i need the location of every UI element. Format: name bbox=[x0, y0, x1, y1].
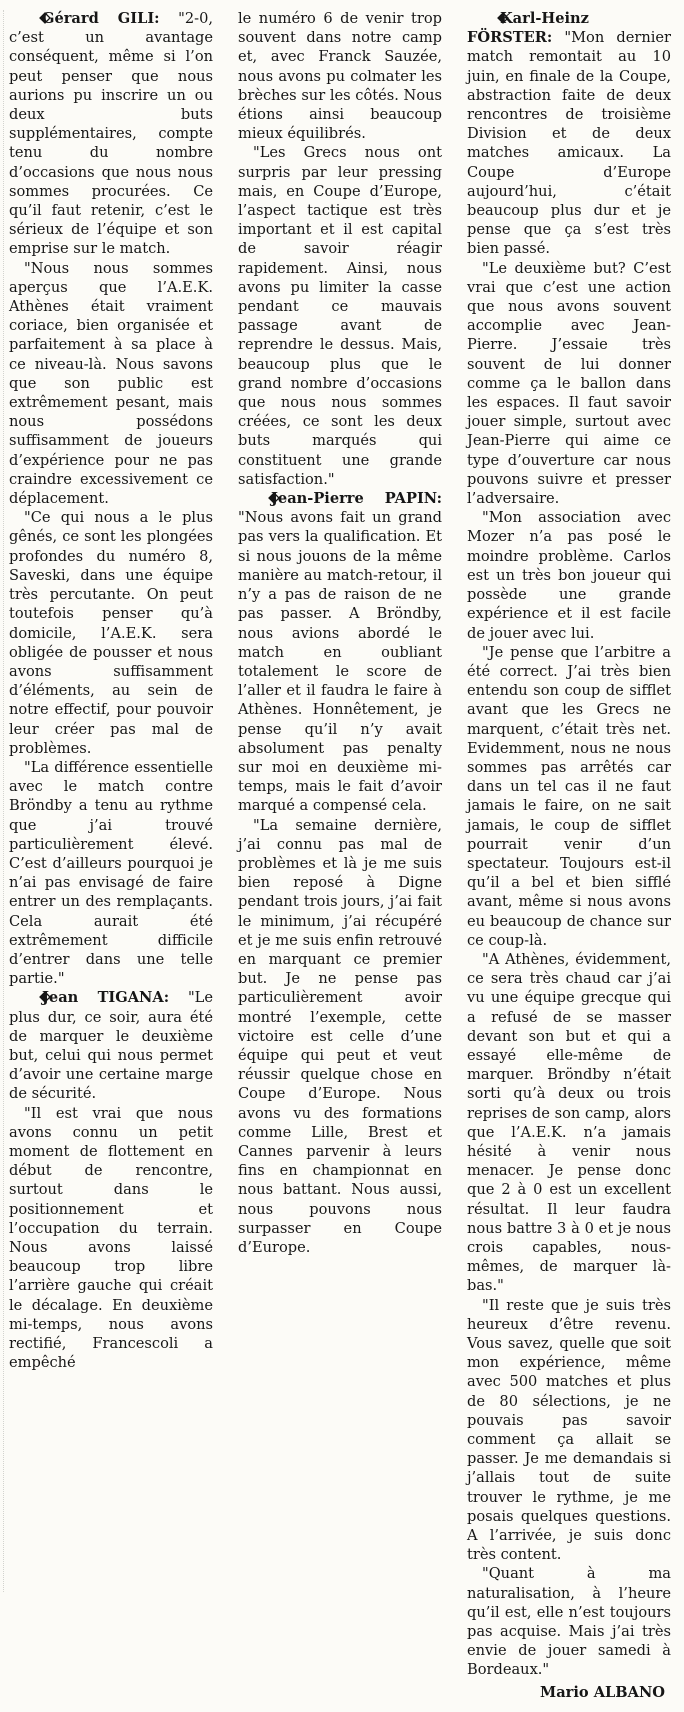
speaker-name: Gérard GILI: bbox=[42, 10, 160, 27]
article-column bbox=[467, 9, 671, 1702]
paragraph: "Je pense que l’arbitre a été correct. J’ai très bien entendu son coup de sifflet avant que les Grecs ne marquent, c’était très net. Evidemment, nous ne nous sommes pas arrêtés car dans un tel cas il ne faut jamais le faire, on ne sait jamais, le coup de sifflet pourrait venir d’un spectateur. Toujours est-il qu’il a bel et bien sifflé avant, même si nous avons eu beaucoup de chance sur ce coup-là. bbox=[467, 643, 671, 949]
paragraph: "Il reste que je suis très heureux d’être revenu. Vous savez, quelle que soit mon expérience, même avec 500 matches et plus de 80 sélections, je ne pouvais pas savoir comment ça allait se passer. Je me demandais si j’allais tout de suite trouver le rythme, je me posais quelques questions. A l’arrivée, je suis donc très content. bbox=[467, 1296, 671, 1564]
paragraph: "La semaine dernière, j’ai connu pas mal de problèmes et là je me suis bien reposé à Digne pendant trois jours, j’ai fait le minimum, j’ai récupéré et je me suis enfin retrouvé en marquant ce premier but. Je ne pense pas particulièrement avoir montré l’exemple, cette victoire est celle d’une équipe qui peut et veut réussir quelque chose en Coupe d’Europe. Nous avons vu des formations comme Lille, Brest et Cannes parvenir à leurs fins en championnat en nous battant. Nous aussi, nous pouvons nous surpasser en Coupe d’Europe. bbox=[238, 816, 442, 1256]
paragraph: Jean-Pierre PAPIN: "Nous avons fait un grand pas vers la qualification. Et si nous jouons de la même manière au match-retour, il n’y a pas de raison de ne pas passer. A Bröndby, nous avions abordé le match en oubliant totalement le score de l’aller et il faudra le faire à Athènes. Honnêtement, je pense qu’il n’y avait absolument pas penalty sur moi en deuxième mi-temps, mais le fait d’avoir marqué a compensé cela. bbox=[238, 490, 442, 815]
paragraph: Karl-Heinz FÖRSTER: "Mon dernier match remontait au 10 juin, en finale de la Coupe, abstraction faite de deux rencontres de troisième Division et de deux matches amicaux. La Coupe d’Europe aujourd’hui, c’était beaucoup plus dur et je pense que ça s’est très bien passé. bbox=[467, 10, 671, 258]
paragraph: "Ce qui nous a le plus gênés, ce sont les plongées profondes du numéro 8, Saveski, dans une équipe très percutante. On peut toutefois penser qu’à domicile, l’A.E.K. sera obligée de pousser et nous avons suffisamment d’éléments, au sein de notre effectif, pour pouvoir leur créer pas mal de problèmes. bbox=[9, 509, 213, 757]
paragraph: "Mon association avec Mozer n’a pas posé le moindre problème. Carlos est un très bon joueur qui possède une grande expérience et il est facile de jouer avec lui. bbox=[467, 509, 671, 642]
diamond-bullet-icon bbox=[253, 490, 265, 502]
paragraph: "La différence essentielle avec le match contre Bröndby a tenu au rythme que j’ai trouvé particulièrement élevé. C’est d’ailleurs pourquoi je n’ai pas envisagé de faire entrer un des remplaçants. Cela aurait été extrêmement difficile d’entrer dans une telle partie." bbox=[9, 758, 213, 988]
paragraph: "A Athènes, évidemment, ce sera très chaud car j’ai vu une équipe grecque qui a refusé de se masser devant son but et qui a essayé elle-même de marquer. Bröndby n’était sorti qu’à deux ou trois reprises de son camp, alors que l’A.E.K. n’a jamais hésité à venir nous menacer. Je pense donc que 2 à 0 est un excellent résultat. Il leur faudra nous battre 3 à 0 et je nous crois capables, nous-mêmes, de marquer là-bas." bbox=[467, 950, 671, 1295]
paragraph: le numéro 6 de venir trop souvent dans notre camp et, avec Franck Sauzée, nous avons pu colmater les brèches sur les côtés. Nous étions ainsi beaucoup mieux équilibrés. bbox=[238, 10, 442, 143]
paragraph: "Nous nous sommes aperçus que l’A.E.K. Athènes était vraiment coriace, bien organisée et parfaitement à sa place à ce niveau-là. Nous savons que son public est extrêmement pesant, mais nous possédons suffisamment de joueurs d’expérience pour ne pas craindre excessivement ce déplacement. bbox=[9, 259, 213, 508]
paragraph: Gérard GILI: "2-0, c’est un avantage conséquent, même si l’on peut penser que nous aurions pu inscrire un ou deux buts supplémentaires, compte tenu du nombre d’occasions que nous nous sommes procurées. Ce qu’il faut retenir, c’est le sérieux de l’équipe et son emprise sur le match. bbox=[9, 10, 213, 258]
paragraph: Jean TIGANA: "Le plus dur, ce soir, aura été de marquer le deuxième but, celui qui nous permet d’avoir une certaine marge de sécurité. bbox=[9, 989, 214, 1103]
paragraph: "Les Grecs nous ont surpris par leur pressing mais, en Coupe d’Europe, l’aspect tactique est très important et il est capital de savoir réagir rapidement. Ainsi, nous avons pu limiter la casse pendant ce mauvais passage avant de reprendre le dessus. Mais, beaucoup plus que le grand nombre d’occasions que nous nous sommes créées, ce sont les deux buts marqués qui constituent une grande satisfaction." bbox=[238, 144, 442, 488]
speaker-name: Jean TIGANA: bbox=[42, 989, 170, 1007]
speaker-name: Karl-Heinz FÖRSTER: bbox=[467, 10, 589, 47]
byline: Mario ALBANO bbox=[540, 1683, 665, 1701]
article-column bbox=[238, 9, 442, 1702]
speaker-name: Jean-Pierre PAPIN: bbox=[271, 490, 442, 508]
diamond-bullet-icon bbox=[24, 10, 36, 22]
diamond-bullet-icon bbox=[482, 10, 494, 22]
article-column bbox=[9, 9, 213, 1702]
diamond-bullet-icon bbox=[24, 989, 36, 1001]
paragraph: "Le deuxième but? C’est vrai que c’est une action que nous avons souvent accomplie avec Jean-Pierre. J’essaie très souvent de lui donner comme ça le ballon dans les espaces. Il faut savoir jouer simple, surtout avec Jean-Pierre qui aime ce type d’ouverture car nous pouvons suivre et presser l’adversaire. bbox=[467, 259, 671, 508]
paragraph: "Il est vrai que nous avons connu un petit moment de flottement en début de rencontre, surtout dans le positionnement et l’occupation du terrain. Nous avons laissé beaucoup trop libre l’arrière gauche qui créait le décalage. En deuxième mi-temps, nous avons rectifié, Francescoli a empêché bbox=[9, 1104, 213, 1372]
paragraph: "Quant à ma naturalisation, à l’heure qu’il est, elle n’est toujours pas acquise. Mais j’ai très envie de jouer samedi à Bordeaux." bbox=[467, 1565, 671, 1679]
